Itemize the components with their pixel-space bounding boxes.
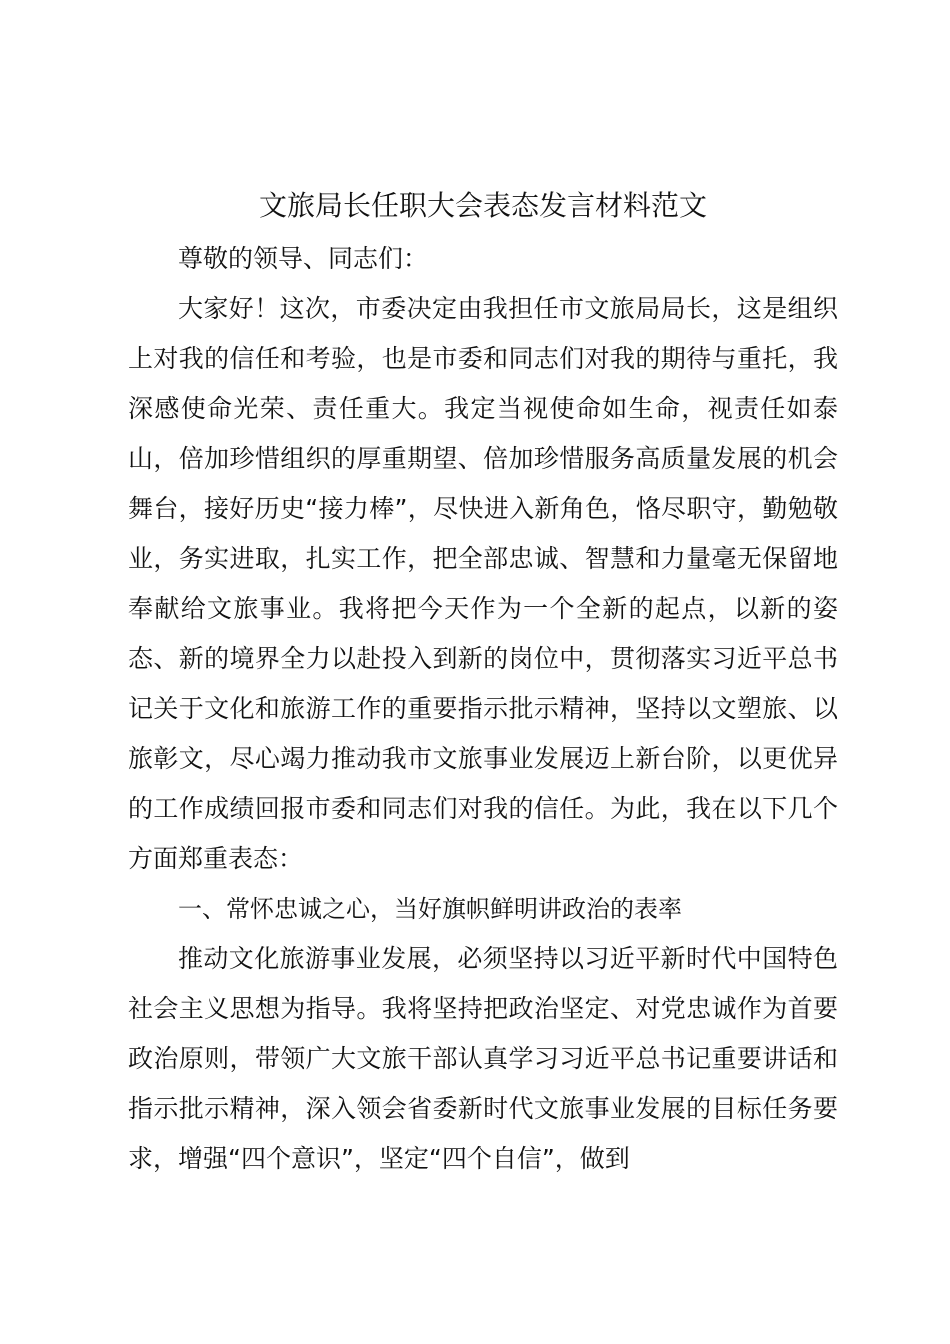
section-1-paragraph: 推动文化旅游事业发展，必须坚持以习近平新时代中国特色社会主义思想为指导。我将坚持把政治坚定、对党忠诚作为首要政治原则，带领广大文旅干部认真学习习近平总书记重要讲话和指示批示精神，深入领会省委新时代文旅事业发展的目标任务要求，增强“四个意识”，坚定“四个自信”，做到	[128, 944, 838, 1173]
section-1-heading: 一、常怀忠诚之心，当好旗帜鲜明讲政治的表率	[178, 895, 682, 923]
intro-paragraph: 大家好！这次，市委决定由我担任市文旅局局长，这是组织上对我的信任和考验，也是市委和同志们对我的期待与重托，我深感使命光荣、责任重大。我定当视使命如生命，视责任如泰山，倍加珍惜组织的厚重期望、倍加珍惜服务高质量发展的机会舞台，接好历史“接力棒”，尽快进入新角色，恪尽职守，勤勉敬业，务实进取，扎实工作，把全部忠诚、智慧和力量毫无保留地奉献给文旅事业。我将把今天作为一个全新的起点，以新的姿态、新的境界全力以赴投入到新的岗位中，贯彻落实习近平总书记关于文化和旅游工作的重要指示批示精神，坚持以文塑旅、以旅彰文，尽心竭力推动我市文旅事业发展迈上新台阶，以更优异的工作成绩回报市委和同志们对我的信任。为此，我在以下几个方面郑重表态：	[128, 294, 838, 873]
document-body	[128, 184, 838, 1184]
document-title: 文旅局长任职大会表态发言材料范文	[258, 189, 707, 222]
greeting-line: 尊敬的领导、同志们：	[178, 244, 429, 273]
